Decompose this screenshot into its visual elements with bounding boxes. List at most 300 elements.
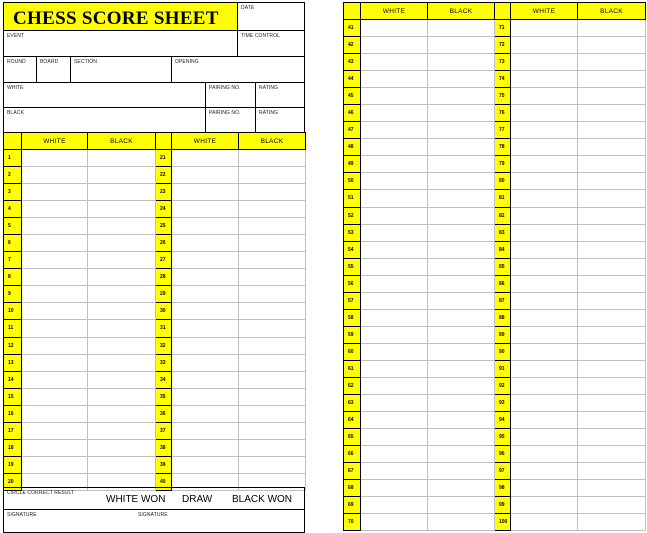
black-move-cell[interactable]	[578, 20, 646, 37]
white-move-cell[interactable]	[172, 456, 239, 473]
black-move-cell[interactable]	[88, 269, 156, 286]
black-move-cell[interactable]	[239, 320, 306, 337]
black-move-cell[interactable]	[578, 139, 646, 156]
date-field[interactable]	[237, 2, 305, 31]
white-move-cell[interactable]	[22, 252, 88, 269]
move-number: 4	[4, 201, 22, 218]
black-move-cell[interactable]	[88, 218, 156, 235]
move-number: 47	[344, 122, 361, 139]
move-number: 71	[495, 20, 511, 37]
black-column-header: BLACK	[239, 133, 306, 150]
white-move-cell[interactable]	[511, 326, 578, 343]
move-number: 53	[344, 224, 361, 241]
move-number: 12	[4, 337, 22, 354]
white-move-cell[interactable]	[22, 439, 88, 456]
black-move-cell[interactable]	[239, 354, 306, 371]
black-move-cell[interactable]	[578, 497, 646, 514]
white-move-cell[interactable]	[511, 446, 578, 463]
black-move-cell[interactable]	[239, 286, 306, 303]
black-move-cell[interactable]	[428, 71, 495, 88]
white-move-cell[interactable]	[22, 201, 88, 218]
white-move-cell[interactable]	[511, 395, 578, 412]
table-row	[4, 286, 306, 303]
move-number: 32	[156, 337, 172, 354]
black-move-cell[interactable]	[239, 422, 306, 439]
white-move-cell[interactable]	[511, 429, 578, 446]
white-move-cell[interactable]	[511, 37, 578, 54]
date-label: DATE	[241, 5, 255, 11]
white-move-cell[interactable]	[172, 405, 239, 422]
black-move-cell[interactable]	[428, 309, 495, 326]
black-move-cell[interactable]	[88, 388, 156, 405]
black-move-cell[interactable]	[239, 388, 306, 405]
black-move-cell[interactable]	[578, 105, 646, 122]
round-field[interactable]	[3, 56, 37, 83]
move-number: 79	[495, 156, 511, 173]
white-move-cell[interactable]	[172, 303, 239, 320]
white-move-cell[interactable]	[361, 497, 428, 514]
black-move-cell[interactable]	[428, 37, 495, 54]
black-move-cell[interactable]	[239, 337, 306, 354]
black-move-cell[interactable]	[578, 412, 646, 429]
black-move-cell[interactable]	[88, 439, 156, 456]
black-move-cell[interactable]	[578, 514, 646, 531]
white-move-cell[interactable]	[511, 480, 578, 497]
move-number: 90	[495, 343, 511, 360]
move-number: 2	[4, 167, 22, 184]
move-number: 48	[344, 139, 361, 156]
move-number: 64	[344, 412, 361, 429]
white-move-cell[interactable]	[511, 20, 578, 37]
move-number: 28	[156, 269, 172, 286]
signature-field[interactable]	[3, 509, 305, 533]
white-move-cell[interactable]	[22, 456, 88, 473]
move-number: 19	[4, 456, 22, 473]
black-move-cell[interactable]	[428, 360, 495, 377]
table-row	[4, 371, 306, 388]
black-pairing-label: PAIRING NO.	[209, 110, 241, 116]
white-move-cell[interactable]	[172, 422, 239, 439]
black-move-cell[interactable]	[578, 377, 646, 394]
white-move-cell[interactable]	[361, 224, 428, 241]
white-move-cell[interactable]	[361, 241, 428, 258]
black-move-cell[interactable]	[88, 252, 156, 269]
table-row	[344, 275, 646, 292]
black-move-cell[interactable]	[88, 371, 156, 388]
white-move-cell[interactable]	[361, 258, 428, 275]
move-number: 97	[495, 463, 511, 480]
table-row	[344, 241, 646, 258]
white-player-field[interactable]	[3, 82, 206, 108]
black-move-cell[interactable]	[88, 286, 156, 303]
table-row	[4, 269, 306, 286]
table-row	[344, 326, 646, 343]
black-move-cell[interactable]	[578, 309, 646, 326]
black-move-cell[interactable]	[428, 395, 495, 412]
white-move-cell[interactable]	[361, 105, 428, 122]
white-move-cell[interactable]	[361, 309, 428, 326]
white-move-cell[interactable]	[172, 150, 239, 167]
move-number: 94	[495, 412, 511, 429]
move-number: 56	[344, 275, 361, 292]
black-move-cell[interactable]	[88, 184, 156, 201]
move-number: 89	[495, 326, 511, 343]
board-label: BOARD	[40, 59, 59, 65]
table-row	[4, 456, 306, 473]
white-move-cell[interactable]	[22, 303, 88, 320]
white-move-cell[interactable]	[361, 463, 428, 480]
black-move-cell[interactable]	[239, 235, 306, 252]
white-move-cell[interactable]	[361, 88, 428, 105]
black-move-cell[interactable]	[88, 405, 156, 422]
moves-table-41-100	[343, 2, 646, 531]
white-move-cell[interactable]	[172, 354, 239, 371]
move-number: 1	[4, 150, 22, 167]
black-move-cell[interactable]	[239, 439, 306, 456]
white-move-cell[interactable]	[22, 150, 88, 167]
white-move-cell[interactable]	[511, 122, 578, 139]
black-pairing-field[interactable]	[205, 107, 256, 133]
move-number: 88	[495, 309, 511, 326]
black-move-cell[interactable]	[239, 252, 306, 269]
white-move-cell[interactable]	[172, 439, 239, 456]
white-move-cell[interactable]	[511, 71, 578, 88]
white-move-cell[interactable]	[172, 184, 239, 201]
table-row	[344, 20, 646, 37]
moves-body	[4, 150, 306, 491]
black-move-cell[interactable]	[239, 184, 306, 201]
black-move-cell[interactable]	[578, 326, 646, 343]
black-move-cell[interactable]	[88, 456, 156, 473]
black-move-cell[interactable]	[578, 241, 646, 258]
black-move-cell[interactable]	[88, 422, 156, 439]
white-move-cell[interactable]	[511, 105, 578, 122]
white-move-cell[interactable]	[511, 139, 578, 156]
white-move-cell[interactable]	[172, 388, 239, 405]
black-move-cell[interactable]	[578, 207, 646, 224]
white-move-cell[interactable]	[172, 201, 239, 218]
table-row	[344, 309, 646, 326]
white-move-cell[interactable]	[361, 173, 428, 190]
black-move-cell[interactable]	[88, 235, 156, 252]
move-number: 5	[4, 218, 22, 235]
black-move-cell[interactable]	[428, 139, 495, 156]
black-move-cell[interactable]	[578, 395, 646, 412]
white-move-cell[interactable]	[511, 343, 578, 360]
black-move-cell[interactable]	[88, 150, 156, 167]
black-move-cell[interactable]	[428, 122, 495, 139]
white-move-cell[interactable]	[511, 377, 578, 394]
white-move-cell[interactable]	[172, 337, 239, 354]
black-move-cell[interactable]	[428, 463, 495, 480]
black-move-cell[interactable]	[428, 412, 495, 429]
white-move-cell[interactable]	[511, 360, 578, 377]
white-move-cell[interactable]	[361, 122, 428, 139]
black-move-cell[interactable]	[578, 258, 646, 275]
black-move-cell[interactable]	[428, 480, 495, 497]
white-move-cell[interactable]	[361, 207, 428, 224]
move-number: 27	[156, 252, 172, 269]
score-sheet-left	[0, 0, 305, 531]
black-move-cell[interactable]	[88, 354, 156, 371]
black-move-cell[interactable]	[428, 173, 495, 190]
white-move-cell[interactable]	[511, 292, 578, 309]
move-number: 46	[344, 105, 361, 122]
black-move-cell[interactable]	[428, 446, 495, 463]
white-move-cell[interactable]	[172, 286, 239, 303]
move-number: 33	[156, 354, 172, 371]
section-field[interactable]	[70, 56, 172, 83]
move-number: 31	[156, 320, 172, 337]
black-move-cell[interactable]	[428, 54, 495, 71]
white-move-cell[interactable]	[361, 429, 428, 446]
white-move-cell[interactable]	[22, 422, 88, 439]
white-move-cell[interactable]	[22, 167, 88, 184]
white-move-cell[interactable]	[511, 88, 578, 105]
white-move-cell[interactable]	[511, 190, 578, 207]
black-move-cell[interactable]	[239, 303, 306, 320]
black-move-cell[interactable]	[428, 20, 495, 37]
white-move-cell[interactable]	[361, 37, 428, 54]
white-move-cell[interactable]	[22, 405, 88, 422]
black-move-cell[interactable]	[428, 275, 495, 292]
move-number: 62	[344, 377, 361, 394]
white-pairing-field[interactable]	[205, 82, 256, 108]
white-move-cell[interactable]	[172, 235, 239, 252]
white-move-cell[interactable]	[361, 20, 428, 37]
move-number: 3	[4, 184, 22, 201]
result-white-won[interactable]: WHITE WON	[106, 494, 166, 505]
white-move-cell[interactable]	[511, 224, 578, 241]
white-move-cell[interactable]	[511, 241, 578, 258]
black-move-cell[interactable]	[578, 71, 646, 88]
white-move-cell[interactable]	[172, 269, 239, 286]
white-move-cell[interactable]	[22, 235, 88, 252]
move-number: 16	[4, 405, 22, 422]
black-move-cell[interactable]	[428, 88, 495, 105]
black-move-cell[interactable]	[239, 150, 306, 167]
move-number: 66	[344, 446, 361, 463]
black-move-cell[interactable]	[88, 167, 156, 184]
move-number: 25	[156, 218, 172, 235]
move-number: 96	[495, 446, 511, 463]
white-move-cell[interactable]	[22, 320, 88, 337]
signature-white-label: SIGNATURE	[7, 512, 37, 518]
move-number: 8	[4, 269, 22, 286]
white-move-cell[interactable]	[361, 156, 428, 173]
white-move-cell[interactable]	[511, 156, 578, 173]
move-number: 24	[156, 201, 172, 218]
white-move-cell[interactable]	[22, 388, 88, 405]
white-move-cell[interactable]	[172, 252, 239, 269]
white-move-cell[interactable]	[361, 54, 428, 71]
table-row	[344, 360, 646, 377]
black-move-cell[interactable]	[428, 326, 495, 343]
black-move-cell[interactable]	[239, 269, 306, 286]
black-move-cell[interactable]	[239, 405, 306, 422]
black-move-cell[interactable]	[88, 201, 156, 218]
black-move-cell[interactable]	[578, 156, 646, 173]
white-move-cell[interactable]	[511, 54, 578, 71]
white-move-cell[interactable]	[511, 309, 578, 326]
table-row	[4, 184, 306, 201]
black-move-cell[interactable]	[578, 173, 646, 190]
white-move-cell[interactable]	[361, 292, 428, 309]
black-move-cell[interactable]	[239, 201, 306, 218]
move-number: 65	[344, 429, 361, 446]
white-move-cell[interactable]	[361, 275, 428, 292]
result-field	[3, 487, 305, 510]
black-move-cell[interactable]	[428, 241, 495, 258]
black-move-cell[interactable]	[428, 429, 495, 446]
white-move-cell[interactable]	[361, 360, 428, 377]
white-move-cell[interactable]	[511, 258, 578, 275]
move-number: 39	[156, 456, 172, 473]
white-move-cell[interactable]	[511, 514, 578, 531]
event-field[interactable]	[3, 30, 238, 57]
white-move-cell[interactable]	[511, 463, 578, 480]
table-row	[344, 37, 646, 54]
black-move-cell[interactable]	[428, 514, 495, 531]
white-move-cell[interactable]	[361, 326, 428, 343]
table-row	[344, 54, 646, 71]
white-move-cell[interactable]	[22, 286, 88, 303]
table-row	[344, 395, 646, 412]
black-move-cell[interactable]	[88, 337, 156, 354]
white-move-cell[interactable]	[172, 167, 239, 184]
black-move-cell[interactable]	[239, 167, 306, 184]
black-move-cell[interactable]	[428, 258, 495, 275]
white-move-cell[interactable]	[361, 139, 428, 156]
black-move-cell[interactable]	[578, 446, 646, 463]
white-move-cell[interactable]	[22, 371, 88, 388]
table-row	[4, 252, 306, 269]
white-move-cell[interactable]	[511, 412, 578, 429]
black-move-cell[interactable]	[239, 218, 306, 235]
white-move-cell[interactable]	[511, 275, 578, 292]
black-move-cell[interactable]	[578, 343, 646, 360]
white-move-cell[interactable]	[361, 71, 428, 88]
white-column-header: WHITE	[361, 3, 428, 20]
table-row	[4, 388, 306, 405]
move-number: 85	[495, 258, 511, 275]
table-row	[4, 235, 306, 252]
white-pairing-label: PAIRING NO.	[209, 85, 241, 91]
black-move-cell[interactable]	[428, 156, 495, 173]
time-control-field[interactable]	[237, 30, 305, 57]
result-draw[interactable]: DRAW	[182, 494, 213, 505]
white-move-cell[interactable]	[361, 514, 428, 531]
black-move-cell[interactable]	[578, 292, 646, 309]
black-move-cell[interactable]	[88, 303, 156, 320]
move-number: 13	[4, 354, 22, 371]
black-move-cell[interactable]	[578, 37, 646, 54]
table-row	[344, 514, 646, 531]
white-move-cell[interactable]	[22, 218, 88, 235]
black-move-cell[interactable]	[578, 429, 646, 446]
result-black-won[interactable]: BLACK WON	[232, 494, 293, 505]
black-move-cell[interactable]	[428, 105, 495, 122]
move-number: 99	[495, 497, 511, 514]
black-move-cell[interactable]	[428, 190, 495, 207]
white-move-cell[interactable]	[511, 207, 578, 224]
black-move-cell[interactable]	[428, 207, 495, 224]
signature-black-label: SIGNATURE	[138, 512, 168, 518]
table-row	[4, 218, 306, 235]
move-number: 58	[344, 309, 361, 326]
black-move-cell[interactable]	[428, 497, 495, 514]
table-row	[344, 224, 646, 241]
white-move-cell[interactable]	[361, 343, 428, 360]
black-move-cell[interactable]	[239, 456, 306, 473]
black-move-cell[interactable]	[578, 275, 646, 292]
white-move-cell[interactable]	[511, 173, 578, 190]
white-move-cell[interactable]	[22, 337, 88, 354]
white-move-cell[interactable]	[361, 190, 428, 207]
move-number: 80	[495, 173, 511, 190]
black-move-cell[interactable]	[578, 463, 646, 480]
black-move-cell[interactable]	[578, 122, 646, 139]
white-move-cell[interactable]	[361, 395, 428, 412]
move-number: 51	[344, 190, 361, 207]
white-move-cell[interactable]	[361, 480, 428, 497]
white-move-cell[interactable]	[172, 218, 239, 235]
white-move-cell[interactable]	[172, 320, 239, 337]
black-move-cell[interactable]	[428, 292, 495, 309]
move-number: 18	[4, 439, 22, 456]
event-label: EVENT	[7, 33, 25, 39]
black-move-cell[interactable]	[428, 343, 495, 360]
move-number-header	[4, 133, 22, 150]
black-move-cell[interactable]	[428, 377, 495, 394]
black-player-field[interactable]	[3, 107, 206, 133]
opening-field[interactable]	[171, 56, 305, 83]
move-number: 92	[495, 377, 511, 394]
move-number: 17	[4, 422, 22, 439]
white-move-cell[interactable]	[22, 354, 88, 371]
black-move-cell[interactable]	[578, 360, 646, 377]
table-row	[344, 105, 646, 122]
move-number: 78	[495, 139, 511, 156]
white-move-cell[interactable]	[361, 446, 428, 463]
move-number: 7	[4, 252, 22, 269]
black-move-cell[interactable]	[578, 480, 646, 497]
black-move-cell[interactable]	[578, 190, 646, 207]
move-number: 68	[344, 480, 361, 497]
black-move-cell[interactable]	[428, 224, 495, 241]
move-number: 74	[495, 71, 511, 88]
table-row	[344, 190, 646, 207]
board-field[interactable]	[36, 56, 71, 83]
black-move-cell[interactable]	[578, 224, 646, 241]
white-move-cell[interactable]	[22, 184, 88, 201]
white-move-cell[interactable]	[511, 497, 578, 514]
white-move-cell[interactable]	[361, 412, 428, 429]
white-move-cell[interactable]	[22, 269, 88, 286]
move-number: 59	[344, 326, 361, 343]
black-move-cell[interactable]	[578, 54, 646, 71]
white-move-cell[interactable]	[361, 377, 428, 394]
white-rating-field[interactable]	[255, 82, 305, 108]
black-move-cell[interactable]	[239, 371, 306, 388]
black-move-cell[interactable]	[578, 88, 646, 105]
table-row	[4, 320, 306, 337]
page-title: CHESS SCORE SHEET	[13, 8, 219, 29]
white-move-cell[interactable]	[172, 371, 239, 388]
black-rating-field[interactable]	[255, 107, 305, 133]
time-control-label: TIME CONTROL	[241, 33, 280, 39]
black-move-cell[interactable]	[88, 320, 156, 337]
